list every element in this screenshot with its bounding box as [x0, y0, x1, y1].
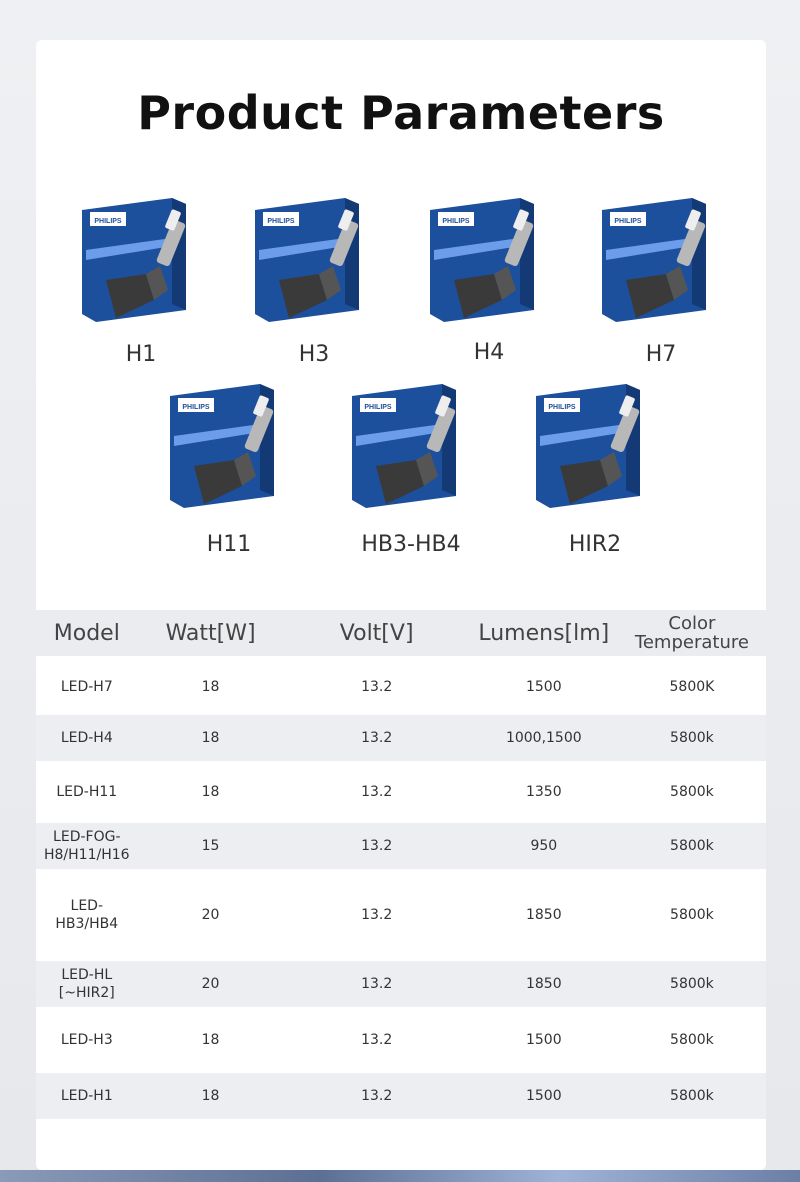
cell-volt: 13.2 [361, 907, 393, 923]
table-row [36, 657, 766, 715]
cell-volt: 13.2 [284, 715, 470, 761]
product-label: H7 [645, 342, 677, 367]
cell-color-temp: 5800k [618, 961, 766, 1007]
product-hb3-hb4 [336, 376, 486, 576]
box-brand-text: PHILIPS [267, 218, 295, 225]
box-brand-text: PHILIPS [442, 218, 470, 225]
product-box-image [249, 190, 389, 340]
product-label: HB3-HB4 [361, 532, 461, 557]
cell-volt: 13.2 [284, 823, 470, 869]
box-brand-text: PHILIPS [182, 404, 210, 411]
cell-color-temp: 5800k [670, 1032, 714, 1048]
cell-model: LED-FOG-H8/H11/H16 [36, 823, 138, 869]
cell-volt: 13.2 [284, 961, 470, 1007]
cell-model: LED-H11 [56, 784, 118, 800]
cell-model: LED-HB3/HB4 [55, 898, 119, 932]
product-label: H1 [125, 342, 157, 367]
header-lumens: Lumens[lm] [470, 610, 618, 657]
product-label: H3 [298, 342, 330, 367]
cell-color-temp: 5800k [670, 784, 714, 800]
cell-watt: 20 [201, 907, 220, 923]
header-volt: Volt[V] [284, 610, 470, 657]
cell-watt: 18 [201, 1032, 220, 1048]
cell-lumens: 1500 [525, 1032, 562, 1048]
cell-color-temp: 5800k [618, 1073, 766, 1119]
header-model: Model [36, 610, 138, 657]
cell-color-temp: 5800k [670, 907, 714, 923]
product-box-image [346, 376, 486, 526]
cell-volt: 13.2 [284, 1073, 470, 1119]
cell-color-temp: 5800k [618, 715, 766, 761]
box-brand-text: PHILIPS [94, 218, 122, 225]
cell-model: LED-H1 [36, 1073, 138, 1119]
table-row [36, 715, 766, 761]
header-color-temperature: Color Temperature [618, 610, 766, 657]
cell-lumens: 1000,1500 [470, 715, 618, 761]
cell-lumens: 1850 [525, 907, 562, 923]
table-row [36, 1073, 766, 1119]
cell-model: LED-H7 [60, 678, 113, 695]
product-h4 [414, 190, 564, 390]
box-brand-text: PHILIPS [364, 404, 392, 411]
cell-watt: 18 [201, 678, 220, 695]
cell-volt: 13.2 [361, 784, 393, 800]
cell-model: LED-H3 [60, 1032, 113, 1048]
product-h11 [154, 376, 304, 576]
cell-lumens: 1500 [470, 1073, 618, 1119]
product-box-image [424, 190, 564, 340]
table-header-row [36, 610, 766, 657]
header-watt: Watt[W] [138, 610, 284, 657]
product-label: HIR2 [568, 532, 622, 557]
cell-model: LED-HL [~HIR2] [36, 961, 138, 1007]
cell-lumens: 1500 [525, 678, 562, 695]
product-box-image [76, 190, 216, 340]
cell-model: LED-H4 [36, 715, 138, 761]
table-row [36, 961, 766, 1007]
box-brand-text: PHILIPS [548, 404, 576, 411]
cell-watt: 20 [138, 961, 284, 1007]
product-card [36, 40, 766, 1170]
cell-watt: 18 [138, 1073, 284, 1119]
cell-volt: 13.2 [361, 1032, 393, 1048]
cell-color-temp: 5800K [669, 678, 715, 695]
product-hir2 [520, 376, 670, 576]
product-h7 [586, 190, 736, 390]
cell-lumens: 1350 [525, 784, 562, 800]
product-box-image [530, 376, 670, 526]
product-label: H4 [473, 340, 505, 365]
product-h3 [239, 190, 389, 390]
cell-lumens: 950 [470, 823, 618, 869]
cell-watt: 15 [138, 823, 284, 869]
box-brand-text: PHILIPS [614, 218, 642, 225]
spec-table [36, 610, 766, 1119]
table-row [36, 761, 766, 823]
page-title: Product Parameters [137, 86, 665, 140]
cell-color-temp: 5800k [618, 823, 766, 869]
product-h1 [66, 190, 216, 390]
table-row [36, 1007, 766, 1073]
product-label: H11 [206, 532, 252, 557]
product-box-image [596, 190, 736, 340]
cell-watt: 18 [201, 784, 220, 800]
table-row [36, 823, 766, 869]
cell-watt: 18 [138, 715, 284, 761]
table-row [36, 869, 766, 961]
product-box-image [164, 376, 304, 526]
bottom-decor-bar [0, 1170, 800, 1182]
cell-volt: 13.2 [361, 678, 393, 695]
cell-lumens: 1850 [470, 961, 618, 1007]
